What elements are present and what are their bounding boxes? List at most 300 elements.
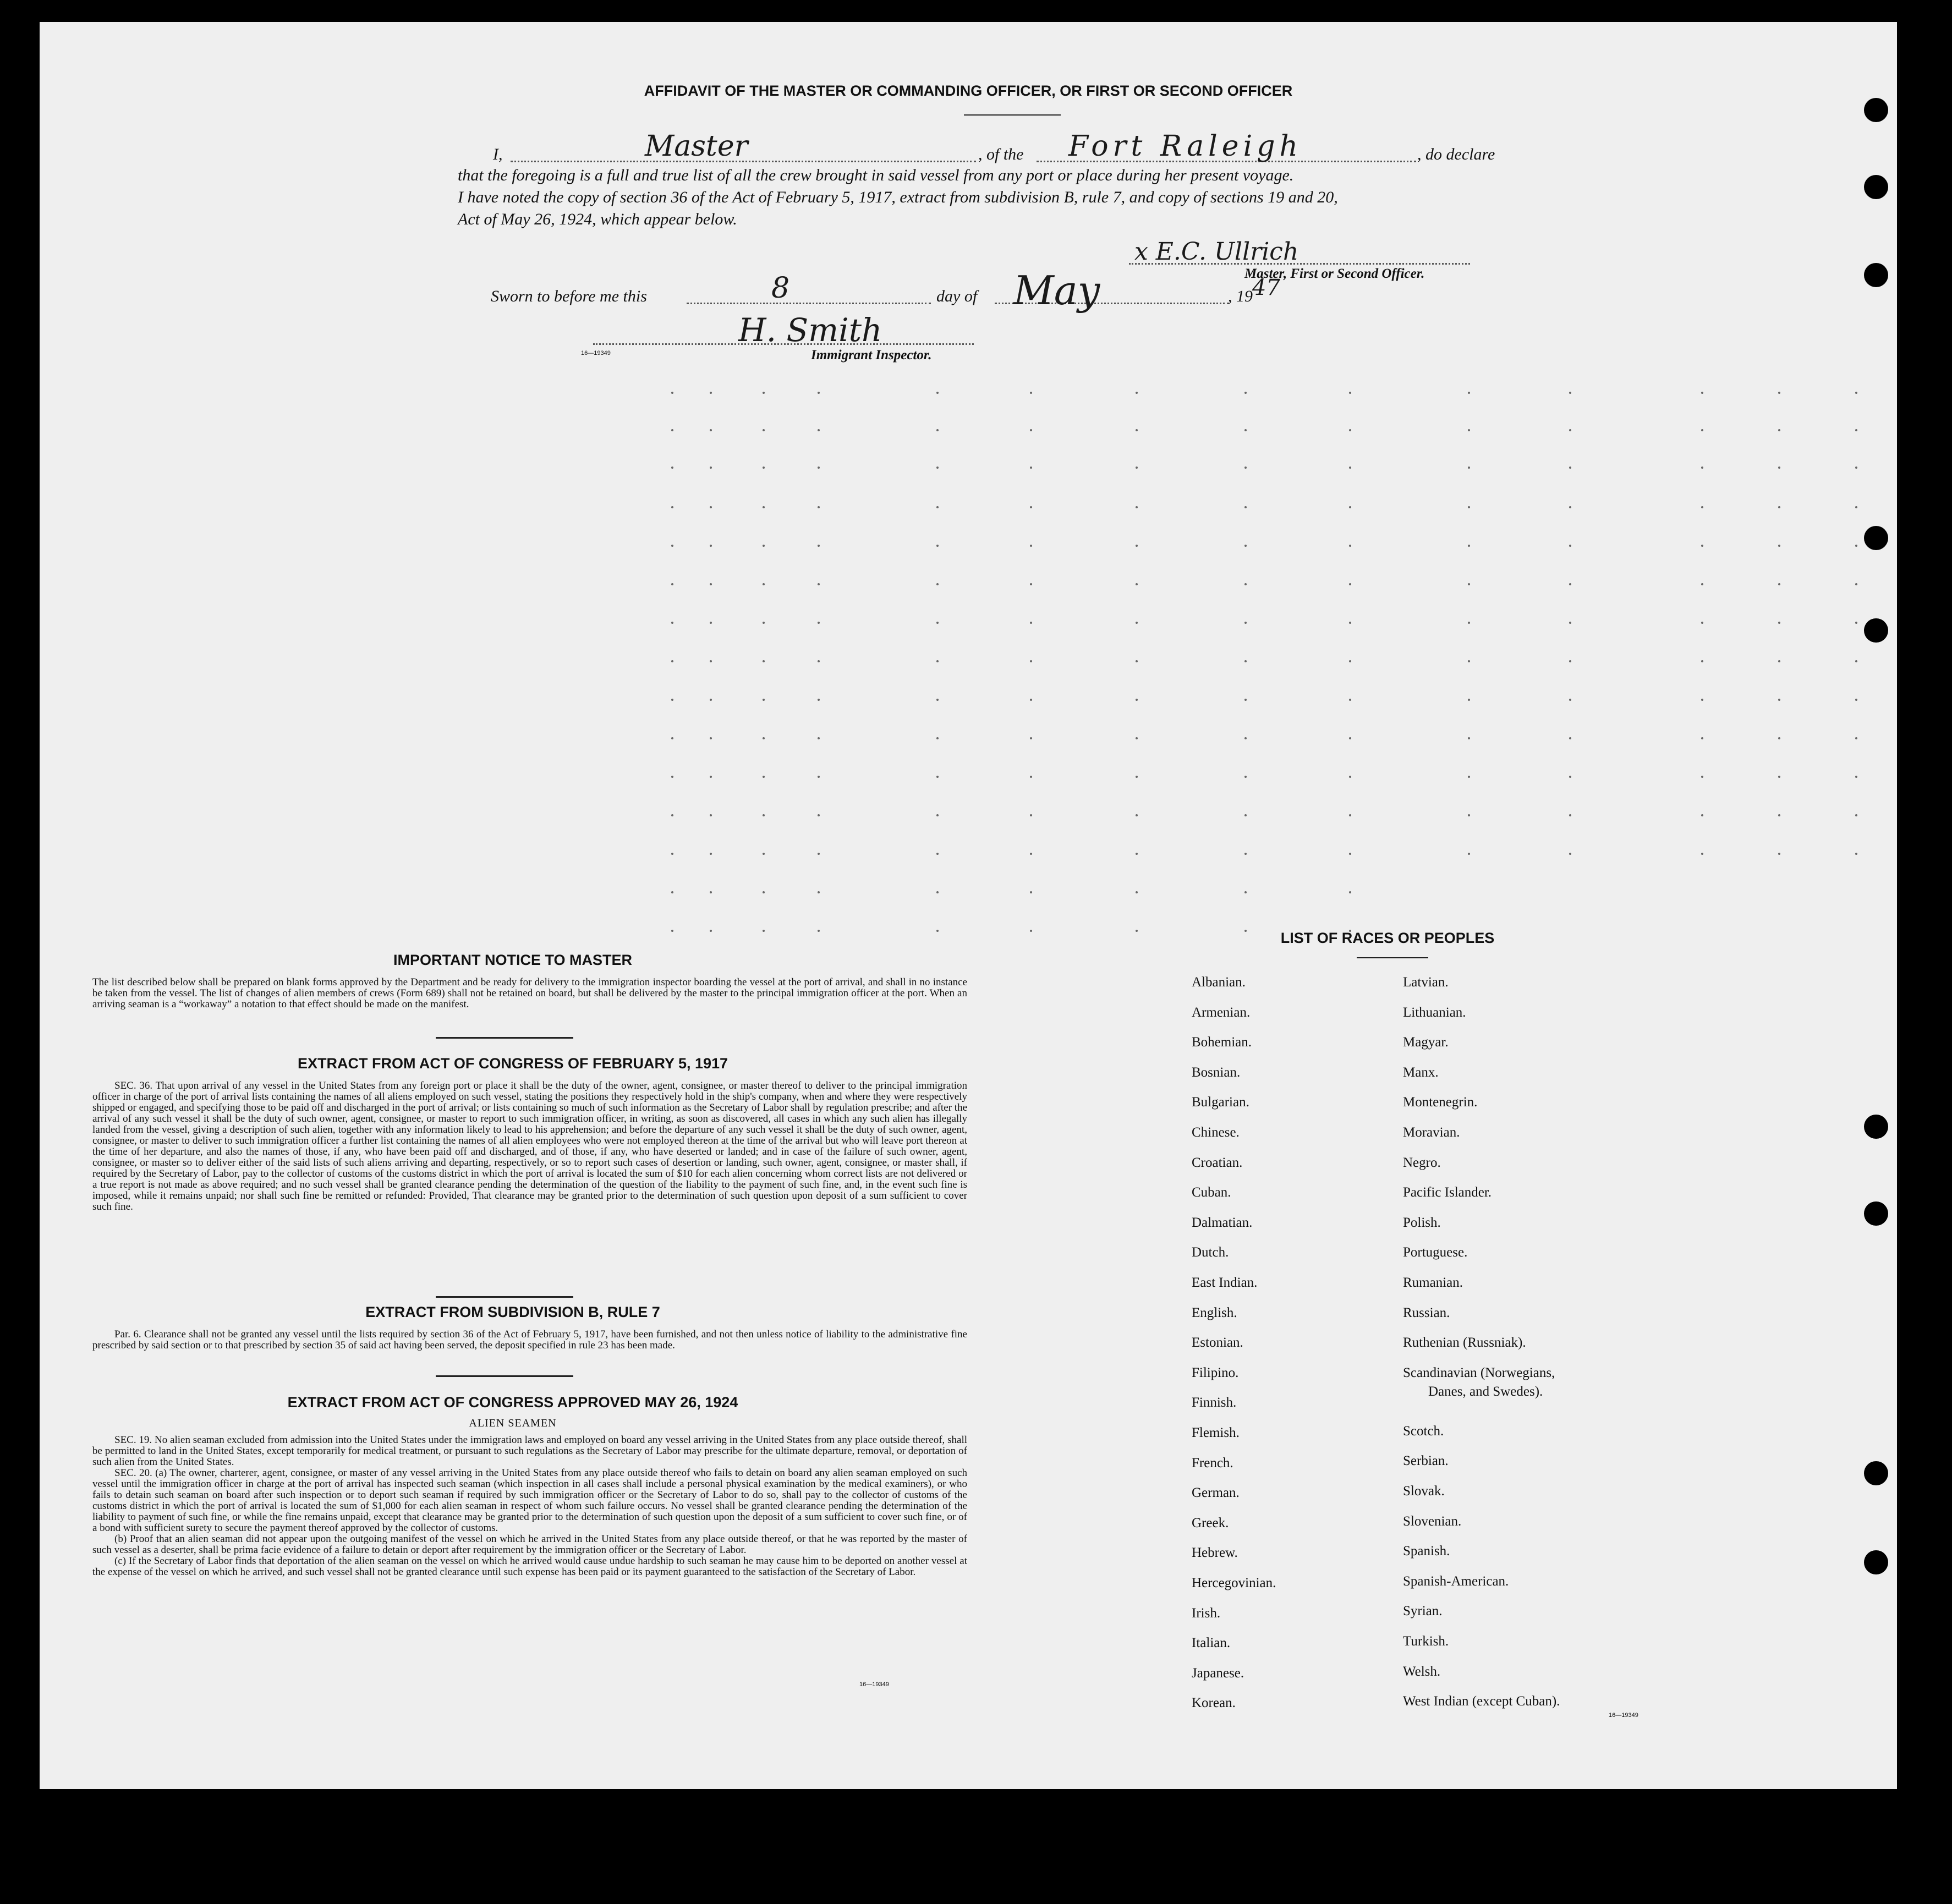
grid-dot [1030, 891, 1032, 893]
grid-dot [1855, 737, 1857, 739]
grid-dot [1136, 545, 1138, 547]
form-sheet [40, 22, 1897, 1789]
grid-dot [936, 891, 939, 893]
race-item: English. [1192, 1305, 1237, 1320]
race-item: Dutch. [1192, 1245, 1229, 1260]
grid-dot [1136, 392, 1138, 394]
grid-dot [671, 392, 673, 394]
race-item: Albanian. [1192, 975, 1246, 990]
grid-dot [1701, 506, 1703, 508]
grid-dot [1701, 545, 1703, 547]
grid-dot [1701, 392, 1703, 394]
grid-dot [1030, 583, 1032, 585]
grid-dot [1468, 776, 1470, 778]
form-number-bottom-left: 16—19349 [859, 1681, 889, 1688]
grid-dot [936, 506, 939, 508]
grid-dot [763, 891, 765, 893]
grid-dot [936, 583, 939, 585]
grid-dot [1855, 467, 1857, 469]
race-item: Latvian. [1403, 975, 1449, 990]
affidavit-line-1: that the foregoing is a full and true list of all the crew brought in said vessel from any port or place during her present voyage. [458, 166, 1294, 184]
year-prefix: , 19 [1228, 287, 1253, 305]
grid-dot [1030, 622, 1032, 624]
grid-dot [671, 506, 673, 508]
grid-dot [1030, 660, 1032, 662]
grid-dot [710, 392, 712, 394]
race-item: German. [1192, 1485, 1240, 1501]
race-item: Syrian. [1403, 1604, 1443, 1619]
grid-dot [818, 930, 820, 932]
grid-dot [763, 853, 765, 855]
notice-text: The list described below shall be prepared on blank forms approved by the Department and be ready for delivery to the immigration inspector boarding the vessel at the port of arrival, and shall in no instance be taken from the vessel. The list of changes of alien members of crews (Form 689) shall not be retained on board, but shall be delivered by the master to the principal immigration officer at the port. When an arriving seaman is a “workaway” a notation to that effect should be made on the manifest. [92, 976, 967, 1010]
race-item: Flemish. [1192, 1425, 1240, 1440]
grid-dot [1468, 545, 1470, 547]
grid-dot [1030, 853, 1032, 855]
grid-dot [1569, 622, 1571, 624]
grid-dot [1569, 506, 1571, 508]
grid-dot [936, 429, 939, 431]
grid-dot [1244, 545, 1247, 547]
grid-dot [1778, 583, 1780, 585]
races-right-column [1403, 975, 1711, 1745]
race-item: Spanish-American. [1403, 1573, 1509, 1589]
races-left-column [1192, 975, 1412, 1745]
race-item: Scotch. [1403, 1423, 1444, 1439]
grid-dot [763, 392, 765, 394]
grid-dot [1701, 583, 1703, 585]
grid-dot [1030, 506, 1032, 508]
punch-hole-6 [1864, 1115, 1888, 1139]
grid-dot [671, 660, 673, 662]
grid-dot [1468, 699, 1470, 701]
i-label: I, [493, 145, 503, 163]
race-item: Danes, and Swedes). [1428, 1384, 1543, 1399]
grid-dot [1701, 814, 1703, 816]
race-item: West Indian (except Cuban). [1403, 1694, 1560, 1709]
grid-dot [1244, 930, 1247, 932]
grid-dot [1778, 814, 1780, 816]
affidavit-line-2: I have noted the copy of section 36 of the Act of February 5, 1917, extract from subdivision B, rule 7, and copy of sections 19 and 20, [458, 188, 1338, 206]
race-item: Lithuanian. [1403, 1005, 1466, 1020]
grid-dot [671, 814, 673, 816]
grid-dot [1030, 930, 1032, 932]
grid-dot [1701, 776, 1703, 778]
grid-dot [763, 429, 765, 431]
grid-dot [1349, 545, 1351, 547]
grid-dot [1349, 622, 1351, 624]
grid-dot [710, 660, 712, 662]
race-item: Croatian. [1192, 1155, 1243, 1170]
grid-dot [1349, 506, 1351, 508]
notice-title: IMPORTANT NOTICE TO MASTER [393, 952, 632, 968]
grid-dot [1569, 392, 1571, 394]
grid-dot [1349, 467, 1351, 469]
race-item: Montenegrin. [1403, 1095, 1478, 1110]
grid-dot [671, 583, 673, 585]
grid-dot [818, 660, 820, 662]
grid-dot [1855, 545, 1857, 547]
race-item: Bulgarian. [1192, 1095, 1249, 1110]
grid-dot [1778, 776, 1780, 778]
punch-hole-3 [1864, 263, 1888, 287]
grid-dot [1349, 699, 1351, 701]
grid-dot [671, 545, 673, 547]
grid-dot [936, 776, 939, 778]
extract-rule7-text: Par. 6. Clearance shall not be granted any vessel until the lists required by section 36 of the Act of February 5, 1917, have been furnished, and not then unless notice of liability to the administrative fine prescribed by said section or to that prescribed by section 35 of said act having been served, the deposit specified in rule 23 has been made. [92, 1329, 967, 1351]
grid-dot [1030, 392, 1032, 394]
grid-dot [1136, 660, 1138, 662]
grid-dot [936, 930, 939, 932]
punch-hole-7 [1864, 1201, 1888, 1226]
grid-dot [1855, 853, 1857, 855]
grid-dot [818, 506, 820, 508]
grid-dot [1468, 467, 1470, 469]
race-item: Russian. [1403, 1305, 1450, 1320]
grid-dot [1855, 506, 1857, 508]
grid-dot [1855, 622, 1857, 624]
grid-dot [936, 392, 939, 394]
grid-dot [818, 583, 820, 585]
grid-dot [763, 467, 765, 469]
grid-dot [936, 545, 939, 547]
grid-dot [1701, 660, 1703, 662]
grid-dot [818, 776, 820, 778]
race-item: East Indian. [1192, 1275, 1258, 1290]
grid-dot [671, 891, 673, 893]
race-item: Ruthenian (Russniak). [1403, 1335, 1526, 1351]
race-item: Magyar. [1403, 1035, 1449, 1050]
grid-dot [710, 930, 712, 932]
sworn-label: Sworn to before me this [491, 287, 647, 305]
grid-dot [763, 545, 765, 547]
race-item: Turkish. [1403, 1634, 1449, 1649]
grid-dot [1569, 776, 1571, 778]
grid-dot [763, 737, 765, 739]
grid-dot [1569, 814, 1571, 816]
grid-dot [1244, 699, 1247, 701]
race-item: Korean. [1192, 1696, 1236, 1711]
grid-dot [1136, 776, 1138, 778]
grid-dot [1030, 467, 1032, 469]
grid-dot [671, 622, 673, 624]
grid-dot [1030, 545, 1032, 547]
race-item: Welsh. [1403, 1664, 1441, 1679]
race-item: Japanese. [1192, 1665, 1244, 1681]
grid-dot [671, 737, 673, 739]
grid-dot [1136, 506, 1138, 508]
grid-dot [1778, 506, 1780, 508]
race-item: Bohemian. [1192, 1035, 1252, 1050]
grid-dot [763, 622, 765, 624]
grid-dot [710, 545, 712, 547]
grid-dot [1701, 467, 1703, 469]
form-number-top: 16—19349 [581, 350, 611, 356]
extract-rule7-title: EXTRACT FROM SUBDIVISION B, RULE 7 [365, 1304, 660, 1320]
grid-dot [1030, 737, 1032, 739]
sec-19-text: SEC. 19. No alien seaman excluded from admission into the United States under the immigration laws and employed on board any vessel arriving in the United States from any place outside thereof, shall be permitted to land in the United States, except temporarily for medical treatment, or pursuant to such regulations as the Secretary of Labor may prescribe for the ultimate departure, removal, or deportation of such alien from the United States. [92, 1434, 967, 1468]
grid-dot [1778, 392, 1780, 394]
grid-dot [1569, 660, 1571, 662]
extract-1917-text: SEC. 36. That upon arrival of any vessel in the United States from any foreign port or place it shall be the duty of the owner, agent, consignee, or master thereof to deliver to the principal immigration officer in charge of the port of arrival lists containing the names of all aliens employed on such vessel, stating the positions they respectively hold in the ship's company, when and where they were respectively shipped or engaged, and specifying those to be paid off and discharged in the port of arrival; or lists containing so much of such information as the Secretary of Labor shall by regulation prescribe; and after the arrival of any such vessel it shall be the duty of such owner, agent, consignee, or master to report to such immigration officer, in writing, as soon as discovered, all cases in which any such alien has illegally landed from the vessel, giving a description of such alien, together with any information likely to lead to his apprehension; and before the departure of any such vessel it shall be the duty of such owner, agent, consignee, or master to deliver to such immigration officer a further list containing the names of all alien employees who were not employed thereon at the time of the arrival but who will leave port thereon at the time of her departure, and also the names of those, if any, who have been paid off and discharged, and of those, if any, who have deserted or landed; and in case of the failure of such owner, agent, consignee, or master so to deliver either of the said lists of such aliens arriving and departing, respectively, or so to report such cases of desertion or landing, such owner, agent, consignee, or master shall, if required by the Secretary of Labor, pay to the collector of customs of the customs district in which the port of arrival is located the sum of $10 for each alien concerning whom correct lists are not delivered or a true report is not made as above required; and no such vessel shall be granted clearance pending the determination of the question of the liability to the payment of such fine, and, in the event such fine is imposed, while it remains unpaid; nor shall such fine be remitted or refunded: Provided, That clearance may be granted prior to the determination of such question upon deposit of a sum sufficient to cover such fine. [92, 1080, 967, 1212]
grid-dot [1778, 622, 1780, 624]
grid-dot [763, 506, 765, 508]
grid-dot [1855, 814, 1857, 816]
race-item: French. [1192, 1455, 1233, 1470]
grid-dot [818, 737, 820, 739]
grid-dot [1349, 853, 1351, 855]
punch-hole-5 [1864, 618, 1888, 643]
month-handwritten: May [1013, 267, 1100, 314]
grid-dot [1244, 814, 1247, 816]
grid-dot [1030, 814, 1032, 816]
grid-dot [710, 622, 712, 624]
race-item: Filipino. [1192, 1365, 1239, 1380]
grid-dot [1855, 392, 1857, 394]
grid-dot [710, 699, 712, 701]
grid-dot [936, 853, 939, 855]
grid-dot [1569, 429, 1571, 431]
grid-dot [818, 467, 820, 469]
inspector-caption: Immigrant Inspector. [811, 348, 932, 363]
extract-1924-subtitle: ALIEN SEAMEN [469, 1417, 557, 1429]
grid-dot [710, 583, 712, 585]
grid-dot [1468, 737, 1470, 739]
grid-dot [671, 467, 673, 469]
race-item: Bosnian. [1192, 1065, 1241, 1080]
race-item: Cuban. [1192, 1185, 1231, 1200]
grid-dot [1349, 583, 1351, 585]
extract-rule7-divider [436, 1375, 573, 1377]
grid-dot [710, 814, 712, 816]
race-item: Dalmatian. [1192, 1215, 1253, 1230]
grid-dot [671, 776, 673, 778]
officer-caption: Master, First or Second Officer. [1244, 266, 1425, 281]
grid-dot [936, 660, 939, 662]
grid-dot [1468, 853, 1470, 855]
grid-dot [818, 545, 820, 547]
grid-dot [1701, 622, 1703, 624]
affidavit-line-3: Act of May 26, 1924, which appear below. [458, 210, 737, 228]
grid-dot [1244, 776, 1247, 778]
race-item: Slovak. [1403, 1484, 1445, 1499]
grid-dot [1244, 853, 1247, 855]
race-item: Scandinavian (Norwegians, [1403, 1365, 1555, 1380]
race-item: Negro. [1403, 1155, 1441, 1170]
officer-signature: x E.C. Ullrich [1134, 238, 1299, 266]
grid-dot [1136, 429, 1138, 431]
name-handwritten: Master [645, 130, 748, 163]
grid-dot [1468, 392, 1470, 394]
grid-dot [1136, 814, 1138, 816]
grid-dot [936, 622, 939, 624]
grid-dot [1030, 429, 1032, 431]
grid-dot [936, 814, 939, 816]
grid-dot [710, 429, 712, 431]
grid-dot [1349, 429, 1351, 431]
grid-dot [1569, 853, 1571, 855]
grid-dot [1855, 776, 1857, 778]
race-item: Hercegovinian. [1192, 1576, 1276, 1590]
grid-dot [1778, 737, 1780, 739]
grid-dot [1136, 737, 1138, 739]
vessel-handwritten: Fort Raleigh [1068, 130, 1302, 163]
grid-dot [1701, 429, 1703, 431]
grid-dot [1778, 699, 1780, 701]
race-item: Spanish. [1403, 1544, 1450, 1559]
grid-dot [710, 467, 712, 469]
race-item: Pacific Islander. [1403, 1185, 1492, 1200]
grid-dot [818, 392, 820, 394]
grid-dot [1349, 814, 1351, 816]
grid-dot [1030, 776, 1032, 778]
grid-dot [1778, 545, 1780, 547]
race-item: Estonian. [1192, 1335, 1243, 1351]
race-item: Portuguese. [1403, 1245, 1468, 1260]
grid-dot [763, 814, 765, 816]
grid-dot [1244, 506, 1247, 508]
grid-dot [1468, 622, 1470, 624]
grid-dot [1778, 467, 1780, 469]
grid-dot [763, 583, 765, 585]
affidavit-title: AFFIDAVIT OF THE MASTER OR COMMANDING OFFICER, OR FIRST OR SECOND OFFICER [644, 83, 1293, 99]
grid-dot [1778, 660, 1780, 662]
grid-dot [1569, 545, 1571, 547]
grid-dot [1244, 583, 1247, 585]
grid-dot [763, 660, 765, 662]
extract-1924-body [92, 1435, 967, 1578]
column-dot-grid [40, 22, 1897, 957]
grid-dot [1349, 891, 1351, 893]
grid-dot [1855, 583, 1857, 585]
grid-dot [1569, 737, 1571, 739]
grid-dot [1136, 891, 1138, 893]
grid-dot [1349, 392, 1351, 394]
sec-20a-text: SEC. 20. (a) The owner, charterer, agent, consignee, or master of any vessel arriving in the United States from any place outside thereof who fails to detain on board any alien seaman employed on such vessel until the immigration officer in charge at the port of arrival has inspected such seaman (which inspection in all cases shall include a personal physical examination by the medical examiners), or who fails to detain such seaman on board after such inspection or to deport such seaman if required by such immigration officer or the Secretary of Labor to do so, shall pay to the collector of customs of the customs district in which the port of arrival is located the sum of $1,000 for each alien seaman in respect of whom such failure occurs. No vessel shall be granted clearance pending the determination of the liability to payment of such fine, or while the fine remains unpaid, except that clearance may be granted prior to the determination of such question upon the deposit of a sum sufficient to cover such fine, or of a bond with sufficient surety to secure the payment thereof approved by the collector of customs. [92, 1467, 967, 1534]
race-item: Slovenian. [1403, 1513, 1462, 1529]
race-item: Italian. [1192, 1636, 1231, 1651]
race-item: Hebrew. [1192, 1545, 1238, 1561]
grid-dot [1244, 467, 1247, 469]
race-item: Greek. [1192, 1515, 1229, 1530]
day-of-label: day of [936, 287, 978, 305]
grid-dot [1136, 583, 1138, 585]
grid-dot [936, 699, 939, 701]
grid-dot [1468, 506, 1470, 508]
grid-dot [936, 467, 939, 469]
grid-dot [1244, 429, 1247, 431]
grid-dot [1349, 776, 1351, 778]
grid-dot [818, 699, 820, 701]
race-item: Rumanian. [1403, 1275, 1463, 1290]
grid-dot [1468, 583, 1470, 585]
extract-1917-divider [436, 1296, 573, 1298]
grid-dot [1569, 467, 1571, 469]
grid-dot [1136, 622, 1138, 624]
grid-dot [763, 930, 765, 932]
punch-hole-4 [1864, 526, 1888, 550]
form-number-races: 16—19349 [1609, 1712, 1638, 1719]
grid-dot [710, 891, 712, 893]
grid-dot [818, 429, 820, 431]
punch-hole-1 [1864, 98, 1888, 122]
inspector-signature: H. Smith [738, 311, 882, 349]
grid-dot [1701, 853, 1703, 855]
grid-dot [1569, 699, 1571, 701]
race-item: Irish. [1192, 1605, 1221, 1621]
grid-dot [1468, 429, 1470, 431]
race-item: Armenian. [1192, 1005, 1251, 1020]
sec-20b-text: (b) Proof that an alien seaman did not appear upon the outgoing manifest of the vessel on which he arrived in the United States from any place outside thereof, or that he was reported by the master of such vessel as a deserter, shall be prima facie evidence of a failure to detain or deport after requirement by the immigration officer or the Secretary of Labor. [92, 1533, 967, 1556]
grid-dot [671, 853, 673, 855]
grid-dot [671, 699, 673, 701]
grid-dot [1855, 660, 1857, 662]
grid-dot [671, 930, 673, 932]
grid-dot [710, 853, 712, 855]
notice-divider [436, 1037, 573, 1039]
of-the-label: , of the [978, 145, 1024, 163]
race-item: Serbian. [1403, 1453, 1449, 1469]
grid-dot [1569, 583, 1571, 585]
grid-dot [1136, 699, 1138, 701]
punch-hole-9 [1864, 1550, 1888, 1574]
sec-20c-text: (c) If the Secretary of Labor finds that deportation of the alien seaman on the vessel on which he arrived would cause undue hardship to such seaman he may cause him to be deported on another vessel at the expense of the vessel on which he arrived, and such vessel shall not be granted clearance until such expense has been paid or its payment guaranteed to the satisfaction of the Secretary of Labor. [92, 1555, 967, 1578]
extract-1917-title: EXTRACT FROM ACT OF CONGRESS OF FEBRUARY 5, 1917 [297, 1055, 728, 1072]
grid-dot [1244, 891, 1247, 893]
grid-dot [1136, 467, 1138, 469]
extract-1924-title: EXTRACT FROM ACT OF CONGRESS APPROVED MAY 26, 1924 [287, 1394, 738, 1411]
punch-hole-2 [1864, 175, 1888, 199]
grid-dot [763, 776, 765, 778]
grid-dot [1855, 429, 1857, 431]
grid-dot [1468, 660, 1470, 662]
races-title: LIST OF RACES OR PEOPLES [1280, 930, 1495, 946]
grid-dot [1855, 699, 1857, 701]
do-declare-label: , do declare [1417, 145, 1495, 163]
grid-dot [818, 853, 820, 855]
day-handwritten: 8 [771, 272, 790, 305]
grid-dot [1778, 853, 1780, 855]
grid-dot [818, 891, 820, 893]
grid-dot [818, 622, 820, 624]
year-handwritten: 47 [1252, 275, 1280, 300]
grid-dot [1778, 429, 1780, 431]
grid-dot [763, 699, 765, 701]
grid-dot [1136, 853, 1138, 855]
grid-dot [1136, 930, 1138, 932]
race-item: Finnish. [1192, 1395, 1237, 1411]
race-item: Moravian. [1403, 1125, 1460, 1140]
grid-dot [1701, 737, 1703, 739]
grid-dot [1244, 737, 1247, 739]
race-item: Polish. [1403, 1215, 1441, 1230]
grid-dot [1349, 660, 1351, 662]
race-item: Manx. [1403, 1065, 1439, 1080]
grid-dot [1244, 392, 1247, 394]
grid-dot [1030, 699, 1032, 701]
grid-dot [818, 814, 820, 816]
grid-dot [1468, 814, 1470, 816]
grid-dot [710, 776, 712, 778]
grid-dot [1701, 699, 1703, 701]
grid-dot [936, 737, 939, 739]
grid-dot [1349, 737, 1351, 739]
grid-dot [1244, 660, 1247, 662]
races-divider [1357, 957, 1428, 958]
grid-dot [1244, 622, 1247, 624]
grid-dot [710, 737, 712, 739]
punch-hole-8 [1864, 1461, 1888, 1485]
race-item: Chinese. [1192, 1125, 1240, 1140]
